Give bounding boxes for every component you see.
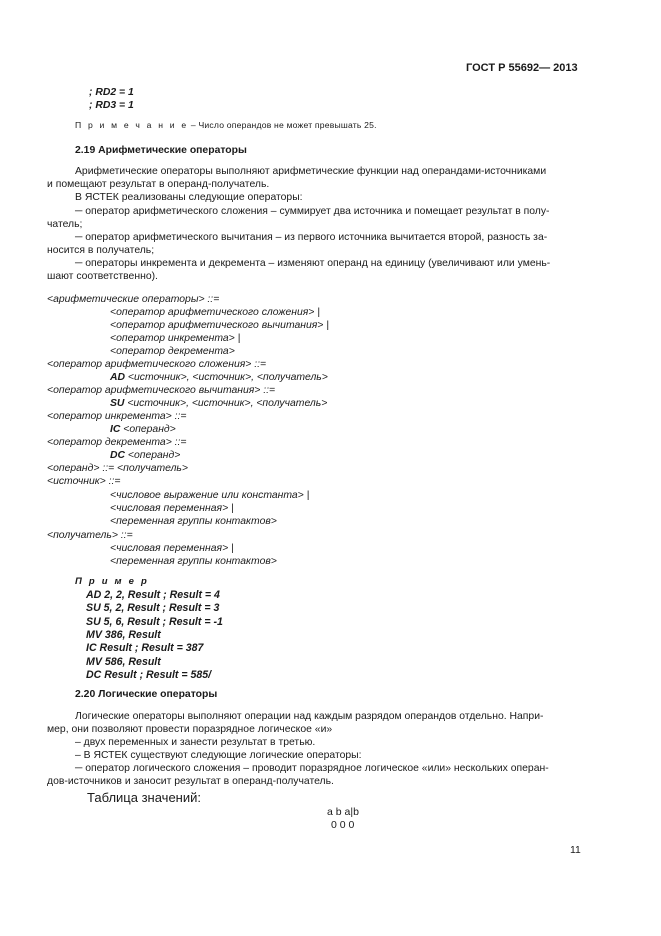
grammar-rule: <оператор инкремента> |: [110, 333, 241, 344]
grammar-rule: <операнд> ::= <получатель>: [47, 463, 188, 474]
example-line: SU 5, 2, Result ; Result = 3: [86, 602, 220, 614]
grammar-args: <операнд>: [120, 424, 176, 435]
paragraph-line: дов-источников и заносит результат в операнд-получатель.: [47, 776, 334, 787]
example-line: MV 386, Result: [86, 629, 161, 641]
example-line: IC Result ; Result = 387: [86, 642, 204, 654]
note-label: П р и м е ч а н и е: [75, 120, 189, 130]
paragraph-line: чатель;: [47, 219, 83, 230]
grammar-rule: [110, 397, 327, 410]
paragraph-line: Арифметические операторы выполняют арифметические функции над операндами-источниками: [75, 166, 547, 177]
grammar-rule: [110, 449, 180, 462]
grammar-rule: <оператор арифметического вычитания> |: [110, 320, 329, 331]
paragraph-line: ─ оператор логического сложения – проводит поразрядное логическое «или» нескольких операн-: [75, 763, 549, 774]
page-number: 11: [570, 845, 581, 856]
grammar-rule: <оператор арифметического сложения> |: [110, 307, 320, 318]
grammar-rule: <переменная группы контактов>: [110, 556, 277, 567]
note-text: – Число операндов не может превышать 25.: [188, 120, 377, 130]
example-line: DC Result ; Result = 585/: [86, 669, 212, 681]
paragraph-line: Логические операторы выполняют операции над каждым разрядом операндов отдельно. Напри-: [75, 711, 544, 722]
grammar-args: <операнд>: [125, 450, 181, 461]
paragraph-line: и помещают результат в операнд-получатель.: [47, 179, 270, 190]
section-title: 2.20 Логические операторы: [75, 689, 218, 700]
grammar-rule: <числовое выражение или константа> |: [110, 490, 310, 501]
document-standard-header: ГОСТ Р 55692— 2013: [466, 62, 578, 74]
paragraph-line: – двух переменных и занести результат в третью.: [75, 737, 316, 748]
grammar-keyword: SU: [110, 398, 125, 409]
grammar-args: <источник>, <источник>, <получатель>: [125, 372, 328, 383]
grammar-rule: <переменная группы контактов>: [110, 516, 277, 527]
code-line: ; RD2 = 1: [89, 87, 134, 98]
paragraph-line: В ЯСТЕК реализованы следующие операторы:: [75, 192, 303, 203]
grammar-rule: <оператор инкремента> ::=: [47, 411, 187, 422]
table-heading: Таблица значений:: [87, 790, 201, 805]
example-line: AD 2, 2, Result ; Result = 4: [86, 589, 220, 601]
paragraph-line: ─ оператор арифметического вычитания – из первого источника вычитается второй, разность за-: [75, 232, 548, 243]
paragraph-line: мер, они позволяют провести поразрядное логическое «и»: [47, 724, 333, 735]
grammar-keyword: IC: [110, 424, 121, 435]
grammar-rule: <числовая переменная> |: [110, 543, 234, 554]
table-header-row: a b a|b: [327, 806, 359, 818]
example-line: MV 586, Result: [86, 656, 161, 668]
grammar-args: <источник>, <источник>, <получатель>: [124, 398, 328, 409]
paragraph-line: ─ оператор арифметического сложения – суммирует два источника и помещает результат в полу-: [75, 206, 550, 217]
note: [75, 120, 377, 130]
code-line: ; RD3 = 1: [89, 100, 134, 111]
paragraph-line: носится в получатель;: [47, 245, 155, 256]
paragraph-line: шают соответственно).: [47, 271, 158, 282]
table-row: 0 0 0: [331, 819, 355, 831]
paragraph-line: ─ операторы инкремента и декремента – изменяют операнд на единицу (увеличивают или умень-: [75, 258, 551, 269]
grammar-rule: <арифметические операторы> ::=: [47, 294, 220, 305]
grammar-keyword: DC: [110, 450, 126, 461]
example-line: SU 5, 6, Result ; Result = -1: [86, 616, 223, 628]
grammar-rule: <числовая переменная> |: [110, 503, 234, 514]
grammar-rule: [110, 423, 176, 436]
grammar-rule: <получатель> ::=: [47, 530, 133, 541]
grammar-rule: <источник> ::=: [47, 476, 121, 487]
section-title: 2.19 Арифметические операторы: [75, 145, 247, 156]
grammar-keyword: AD: [110, 372, 126, 383]
grammar-rule: <оператор арифметического вычитания> ::=: [47, 385, 276, 396]
paragraph-line: – В ЯСТЕК существуют следующие логические операторы:: [75, 750, 362, 761]
grammar-rule: <оператор арифметического сложения> ::=: [47, 359, 267, 370]
grammar-rule: <оператор декремента>: [110, 346, 235, 357]
example-label: П р и м е р: [75, 576, 149, 587]
grammar-rule: [110, 371, 328, 384]
grammar-rule: <оператор декремента> ::=: [47, 437, 187, 448]
